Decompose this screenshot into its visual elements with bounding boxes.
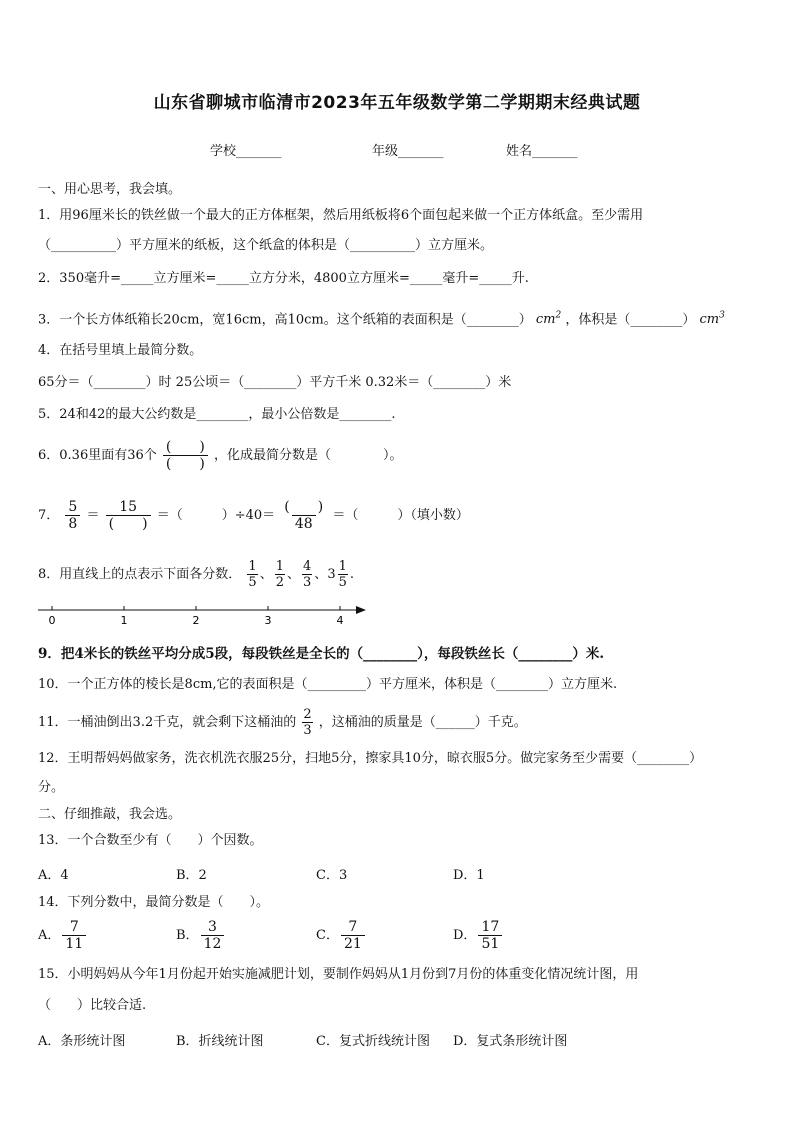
question-7-middle: ＝（ ）÷40＝ [156, 508, 276, 523]
number-line-tick-label: 2 [192, 614, 200, 627]
grade-field[interactable]: 年级_______ [372, 144, 444, 159]
question-1-line-1: 1．用96厘米长的铁丝做一个最大的正方体框架，然后用纸板将6个面包起来做一个正方体纸盒。至少需用 [38, 208, 644, 223]
question-13-option-b[interactable]: B．2 [176, 868, 207, 883]
question-8-fraction-4: $\frac{1}{5}$ [338, 559, 347, 590]
question-14-option-d[interactable]: D． $\frac{17}{51}$ [453, 920, 504, 951]
question-8-mixed-whole: 3 [327, 567, 336, 582]
question-3 [38, 307, 725, 329]
question-15-option-a[interactable]: A．条形统计图 [38, 1034, 126, 1049]
question-12-line-1: 12．王明帮妈妈做家务，洗衣机洗衣服25分，扫地5分，擦家具10分，晾衣服5分。做完家务至少需要（________） [38, 751, 703, 766]
question-6-fraction: $\frac{( )}{( )}$ [163, 440, 208, 471]
question-9: 9．把4米长的铁丝平均分成5段，每段铁丝是全长的（________），每段铁丝长（________）米. [38, 646, 605, 662]
question-8-fraction-1: $\frac{1}{5}$ [248, 559, 257, 590]
question-11 [38, 708, 527, 737]
question-14-option-a[interactable]: A． $\frac{7}{11}$ [38, 920, 88, 951]
question-15-option-c[interactable]: C．复式折线统计图 [316, 1034, 430, 1049]
question-7-suffix: ＝（ ）（填小数） [332, 508, 469, 523]
question-7-fraction-3: $\frac{( )}{48}$ [284, 499, 324, 532]
question-15-line-2: （ ）比较合适. [38, 998, 147, 1013]
page-title: 山东省聊城市临清市2023年五年级数学第二学期期末经典试题 [153, 93, 641, 113]
name-field[interactable]: 姓名_______ [506, 144, 578, 159]
question-8: 8．用直线上的点表示下面各分数． $\frac{1}{5}$ 、 $\frac{1}{2}$ 、 $\frac{4}{3}$ 、3 $\frac{1}{5}$ . [38, 559, 355, 590]
question-3-text-1: 3．一个长方体纸箱长20cm，宽16cm，高10cm。这个纸箱的表面积是（________） [38, 312, 532, 328]
number-line-tick-label: 1 [120, 614, 128, 627]
question-14-option-b[interactable]: B． $\frac{3}{12}$ [176, 920, 226, 951]
number-line-tick-label: 0 [48, 614, 56, 627]
question-5: 5．24和42的最大公约数是________，最小公倍数是________. [38, 407, 396, 422]
question-7 [38, 500, 469, 531]
question-11-fraction: $\frac{2}{3}$ [303, 707, 312, 738]
question-10: 10．一个正方体的棱长是8cm,它的表面积是（_________）平方厘米，体积是（________）立方厘米. [38, 677, 618, 692]
question-15-line-1: 15．小明妈妈从今年1月份起开始实施减肥计划，要制作妈妈从1月份到7月份的体重变化情况统计图，用 [38, 967, 639, 982]
question-7-equals: ＝ [86, 508, 100, 523]
question-6-prefix: 6．0.36里面有36个 [38, 448, 157, 463]
student-info-row [0, 140, 794, 160]
question-13-option-c[interactable]: C．3 [316, 868, 348, 883]
question-11-prefix: 11．一桶油倒出3.2千克，就会剩下这桶油的 [38, 715, 297, 730]
question-6-suffix: ，化成最简分数是（ ）。 [213, 448, 403, 463]
question-13-stem: 13．一个合数至少有（ ）个因数。 [38, 833, 263, 848]
question-12-line-2: 分。 [38, 780, 65, 795]
number-line-arrow [356, 606, 366, 614]
question-6 [38, 440, 403, 471]
question-4-line-2: 65分＝（________）时 25公顷＝（________）平方千米 0.32米＝（________）米 [38, 375, 512, 390]
question-4-line-1: 4．在括号里填上最简分数。 [38, 343, 203, 358]
question-1-line-2: （__________）平方厘米的纸板，这个纸盒的体积是（__________）立方厘米。 [38, 238, 494, 253]
number-line-tick-label: 3 [264, 614, 272, 627]
question-13-option-d[interactable]: D．1 [453, 868, 485, 883]
question-7-fraction-1: $\frac{5}{8}$ [65, 500, 80, 531]
question-7-prefix: 7． [38, 508, 60, 523]
question-2: 2．350毫升=_____立方厘米=_____立方分米，4800立方厘米=_____毫升=_____升. [38, 271, 529, 286]
question-8-fraction-2: $\frac{1}{2}$ [275, 559, 284, 590]
section-2-heading: 二、仔细推敲，我会选。 [38, 807, 182, 822]
question-8-fraction-3: $\frac{4}{3}$ [303, 559, 312, 590]
question-3-text-2: ，体积是（________） [565, 312, 696, 328]
question-14-stem: 14．下列分数中，最简分数是（ ）。 [38, 895, 270, 910]
unit-cm3: $cm^3$ [699, 311, 725, 328]
question-15-option-b[interactable]: B．折线统计图 [176, 1034, 264, 1049]
number-line [36, 600, 376, 630]
question-7-fraction-2: $\frac{15}{( )}$ [106, 500, 151, 531]
unit-cm2: $cm^2$ [535, 311, 562, 328]
question-13-option-a[interactable]: A．4 [38, 868, 69, 883]
number-line-tick-label: 4 [336, 614, 344, 627]
question-11-suffix: ，这桶油的质量是（______）千克。 [318, 715, 527, 730]
section-1-heading: 一、用心思考，我会填。 [38, 182, 182, 197]
question-14-option-c[interactable]: C． $\frac{7}{21}$ [316, 920, 367, 951]
question-8-prefix: 8．用直线上的点表示下面各分数． [38, 567, 242, 582]
school-field[interactable]: 学校_______ [210, 144, 282, 159]
question-15-option-d[interactable]: D．复式条形统计图 [453, 1034, 568, 1049]
